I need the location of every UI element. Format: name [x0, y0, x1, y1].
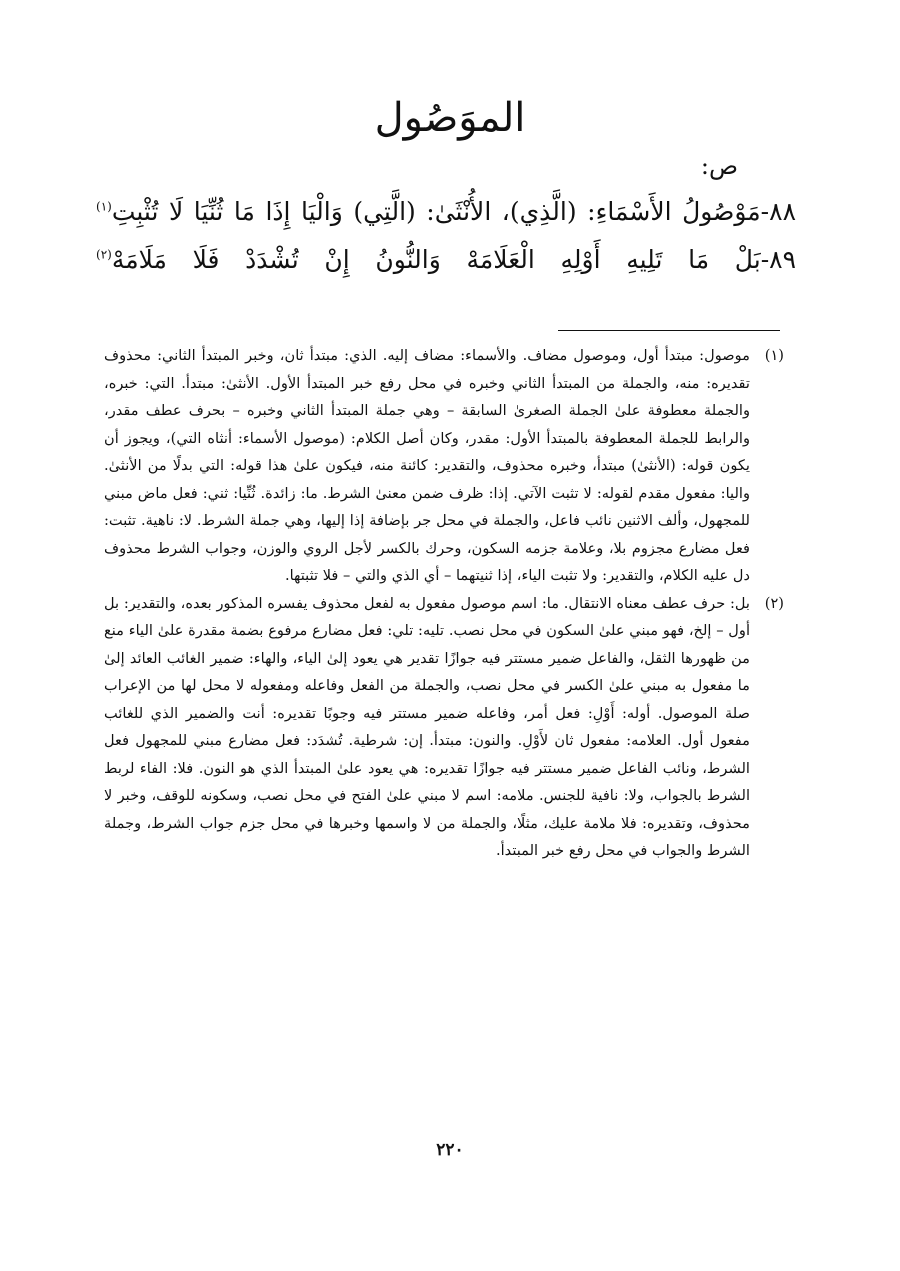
verse-line — [96, 188, 796, 236]
footnotes-block — [104, 342, 784, 865]
chapter-title: الموَصُول — [374, 95, 526, 141]
page-number: ٢٢٠ — [436, 1140, 464, 1160]
footnote-number: (٢) — [764, 594, 784, 612]
verse-line — [96, 236, 796, 284]
verse-text: ٨٨-مَوْصُولُ الأَسْمَاءِ: (الَّذِي)، الأُنْثَىٰ: (الَّتِي) وَالْيَا إِذَا مَا ثُنِّيَا لَا تُثْبِتِ — [111, 197, 796, 226]
footnote — [104, 590, 784, 865]
footnote-text: بل: حرف عطف معناه الانتقال. ما: اسم موصول مفعول به لفعل محذوف يفسره المذكور بعده، والتقدير: بل أول – إلخ، فهو مبني علىٰ السكون في محل نصب. تليه: تلي: فعل مضارع مرفوع بضمة مقدرة علىٰ الياء منع من ظهورها الثقل، والفاعل ضمير مستتر فيه جوازًا تقدير هي يعود إلىٰ الياء، والهاء: ضمير الغائب العائد إلىٰ ما مفعول به مبني علىٰ الكسر في محل نصب، والجملة من الفعل وفاعله ومفعوله لا محل لها من الإعراب صلة الموصول. أوله: أَوْلِ: فعل أمر، وفاعله ضمير مستتر فيه وجوبًا تقديره: أنت والضمير الذي للغائب مفعول أول. العلامه: مفعول ثان لأَوْلِ. والنون: مبتدأ. إن: شرطية. تُشدَد: فعل مضارع مبني للمجهول فعل الشرط، ونائب الفاعل ضمير مستتر فيه جوازًا تقديره: هي يعود علىٰ المبتدأ الذي هو النون. فلا: الفاء لربط الشرط بالجواب، ولا: نافية للجنس. ملامه: اسم لا مبني علىٰ الفتح في محل نصب، وسكونه للوقف، وخبر لا محذوف، وتقديره: فلا ملامة عليك، مثلًا، والجملة من لا واسمها وخبرها في محل جزم جواب الشرط، وجملة الشرط والجواب في محل رفع خبر المبتدأ. — [104, 594, 750, 859]
footnote-number: (١) — [764, 347, 784, 364]
verses-block — [96, 188, 796, 284]
verse-text: ٨٩-بَلْ مَا تَلِيهِ أَوْلِهِ الْعَلَامَهْ وَالنُّونُ إِنْ تُشْدَدْ فَلَا مَلَامَهْ — [111, 245, 796, 274]
footnote-separator — [558, 330, 780, 331]
footnote-reference: (١) — [96, 199, 112, 214]
footnote-reference: (٢) — [96, 247, 112, 262]
footnote-text: موصول: مبتدأ أول، وموصول مضاف. والأسماء: مضاف إليه. الذي: مبتدأ ثان، وخبر المبتدأ الثاني: محذوف تقديره: منه، والجملة من المبتدأ الثاني وخبره في محل رفع خبر المبتدأ الأول. الأنثىٰ: مبتدأ. التي: خبره، والجملة معطوفة علىٰ الجملة الصغرىٰ السابقة – وهي جملة المبتدأ الثاني وخبره – بحرف عطف مقدر، والرابط للجملة المعطوفة بالمبتدأ الأول: مقدر، وكان أصل الكلام: (موصول الأسماء: أنثاه التي)، ويجوز أن يكون قوله: (الأنثىٰ) مبتدأ، وخبره محذوف، والتقدير: كائنة منه، فيكون علىٰ هذا قوله: التي بدلًا من الأنثىٰ. واليا: مفعول مقدم لقوله: لا تثبت الآتي. إذا: ظرف ضمن معنىٰ الشرط. ما: زائدة. ثُنِّيا: ثني: فعل ماض مبني للمجهول، وألف الاثنين نائب فاعل، والجملة في محل جر بإضافة إذا إليها، وهي جملة الشرط. لا: ناهية. تثبت: فعل مضارع مجزوم بلا، وعلامة جزمه السكون، وحرك بالكسر لأجل الروي والوزن، وجواب الشرط محذوف دل عليه الكلام، والتقدير: ولا تثبت الياء، إذا ثنيتهما – أي الذي والتي – فلا تثبتها. — [104, 347, 750, 584]
verse-label: ص: — [700, 152, 738, 180]
footnote — [104, 342, 784, 590]
